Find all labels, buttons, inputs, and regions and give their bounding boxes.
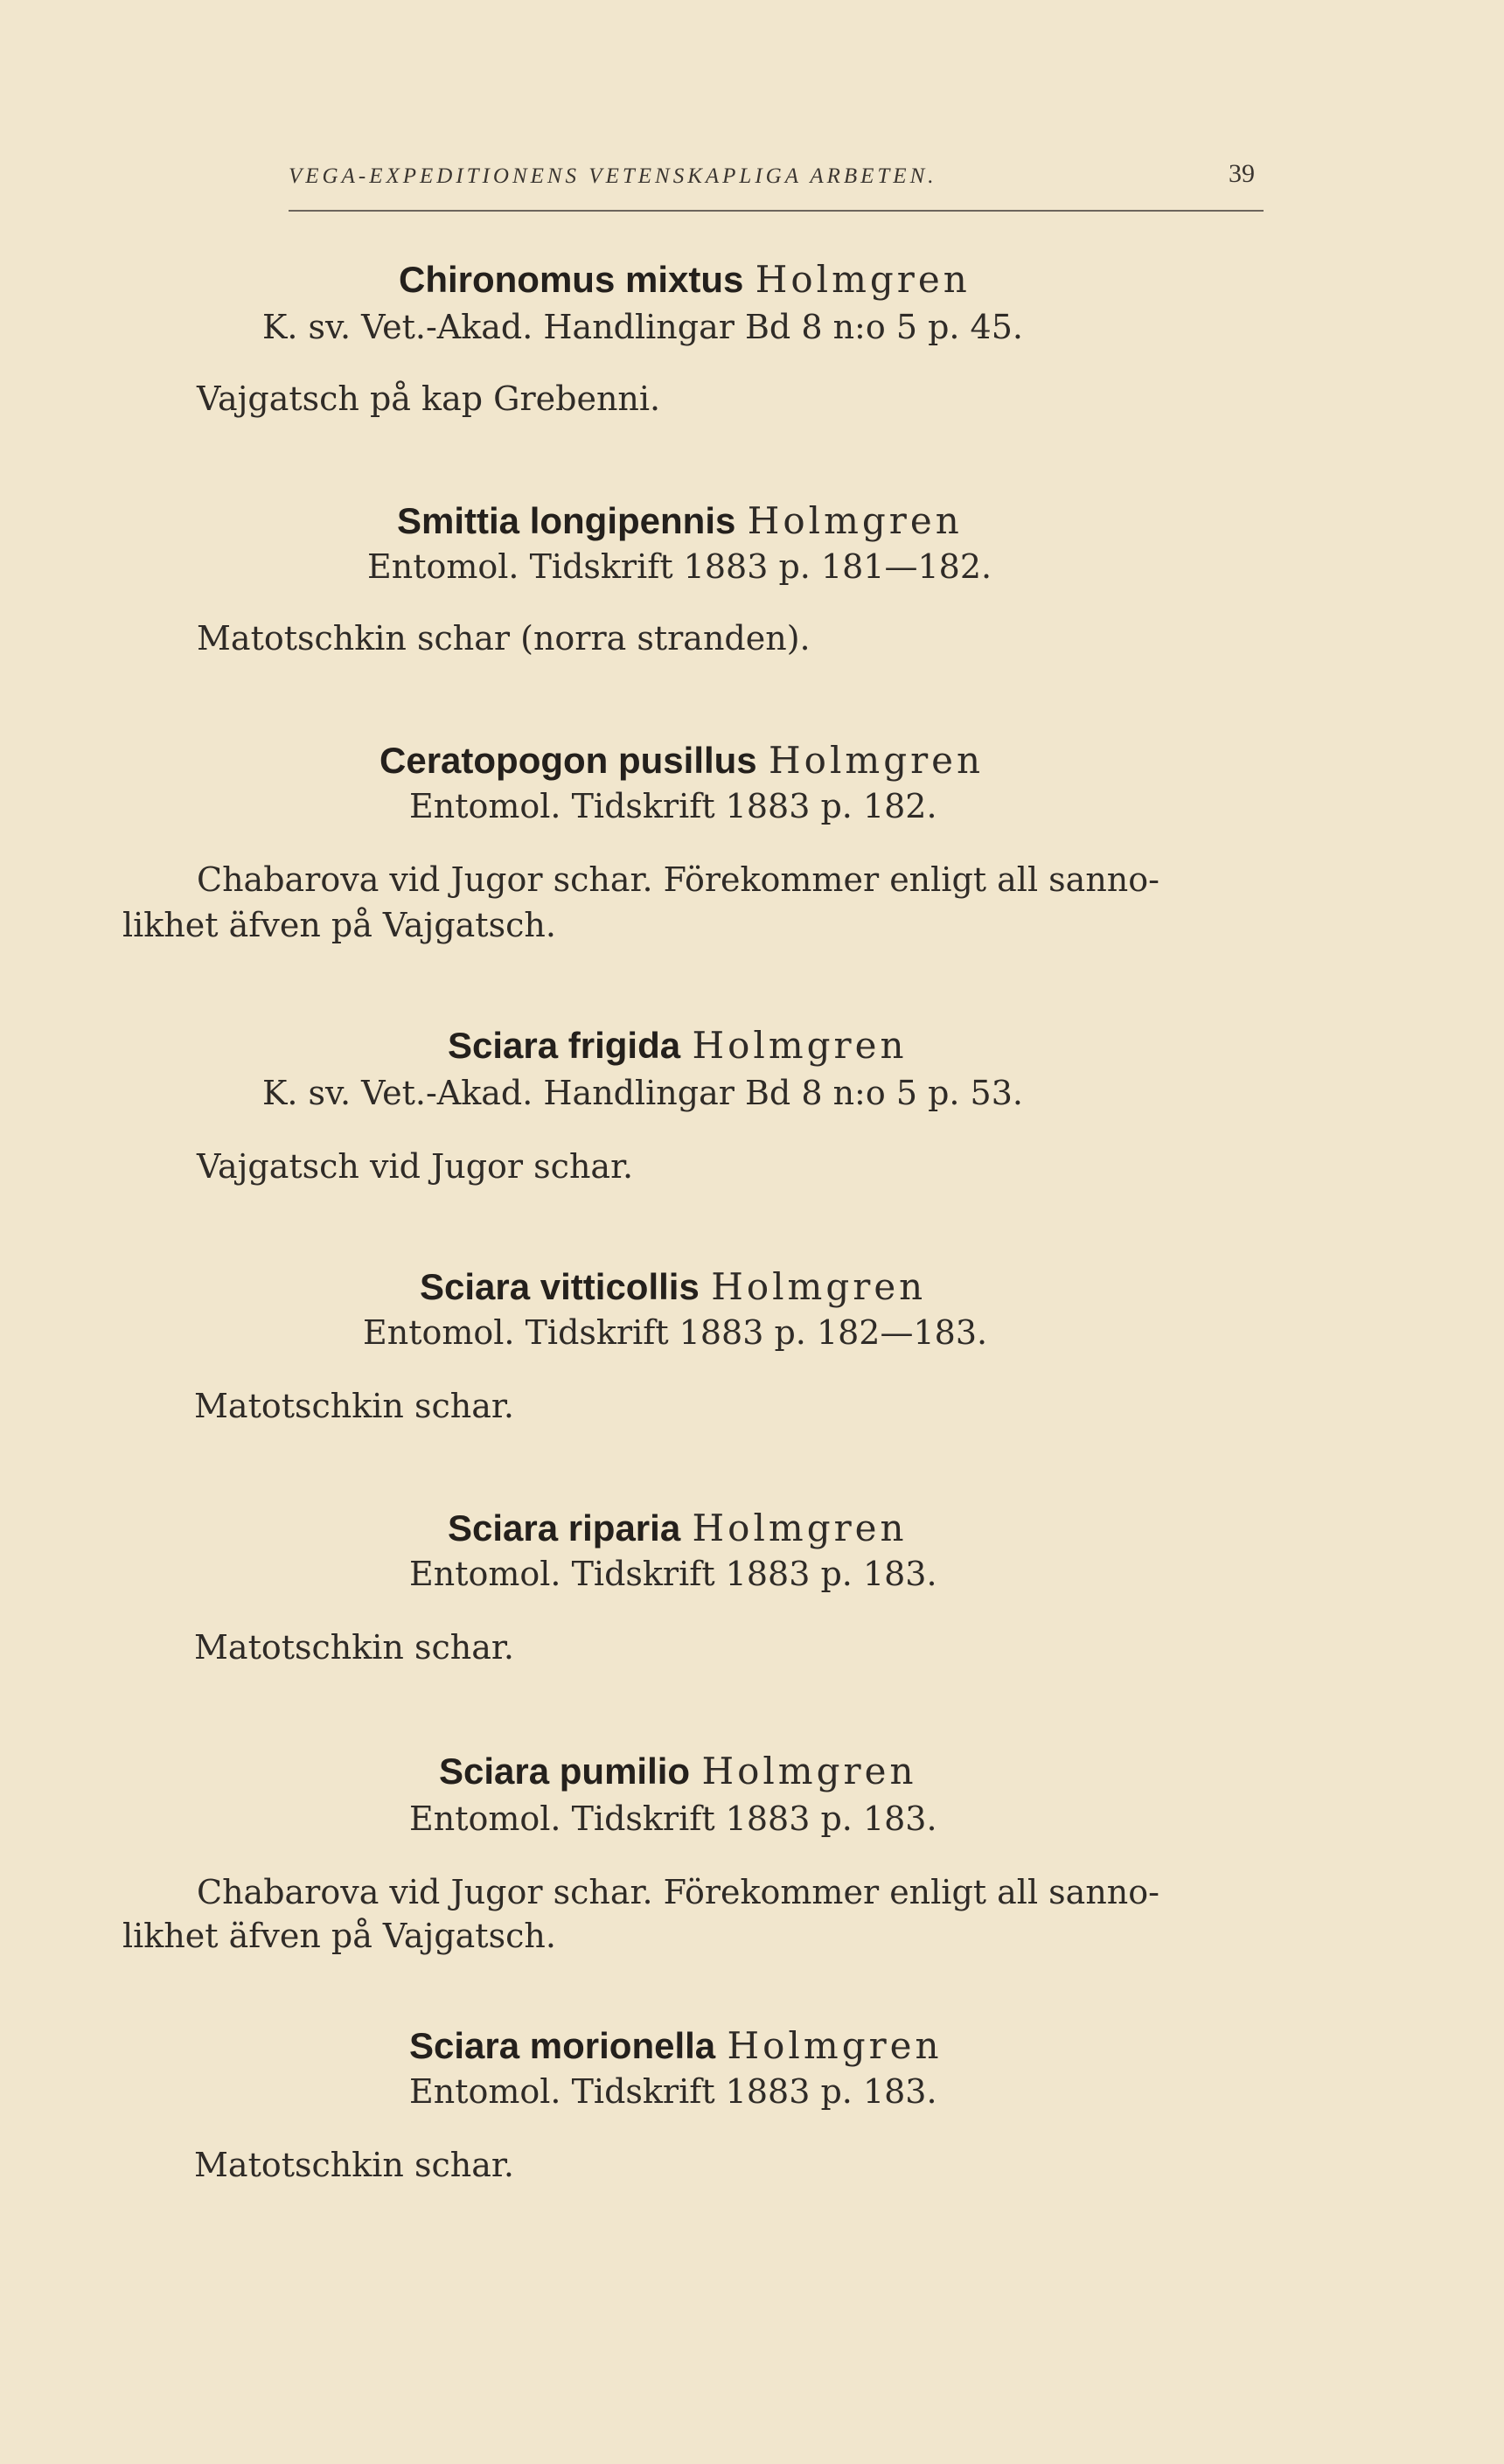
species-reference: Entomol. Tidskrift 1883 p. 183.	[409, 1555, 937, 1593]
species-author: Holmgren	[747, 499, 963, 542]
species-author: Holmgren	[692, 1507, 908, 1549]
species-name: Chironomus mixtus	[399, 259, 744, 300]
species-name: Smittia longipennis	[397, 500, 736, 541]
species-title	[448, 1025, 908, 1067]
species-author: Holmgren	[692, 1024, 908, 1067]
species-reference: Entomol. Tidskrift 1883 p. 182.	[409, 787, 937, 825]
species-author: Holmgren	[711, 1265, 927, 1308]
header-divider	[289, 210, 1264, 212]
species-name: Sciara frigida	[448, 1025, 681, 1066]
page-number: 39	[1229, 159, 1255, 188]
species-reference: K. sv. Vet.-Akad. Handlingar Bd 8 n:o 5 p. 45.	[262, 308, 1023, 346]
species-locality-continued: likhet äfven på Vajgatsch.	[122, 1917, 556, 1955]
running-header: VEGA-EXPEDITIONENS VETENSKAPLIGA ARBETEN.	[289, 164, 937, 188]
species-reference: Entomol. Tidskrift 1883 p. 183.	[409, 2072, 937, 2111]
species-locality: Matotschkin schar.	[194, 2146, 514, 2184]
species-locality: Matotschkin schar.	[194, 1628, 514, 1667]
species-title	[399, 259, 971, 301]
species-locality: Chabarova vid Jugor schar. Förekommer enligt all sanno-	[197, 1873, 1159, 1911]
species-name: Sciara morionella	[409, 2025, 716, 2066]
species-name: Sciara vitticollis	[420, 1266, 700, 1307]
species-locality: Chabarova vid Jugor schar. Förekommer enligt all sanno-	[197, 860, 1159, 899]
species-locality: Matotschkin schar (norra stranden).	[197, 619, 811, 658]
species-name: Sciara pumilio	[439, 1751, 691, 1792]
species-title	[439, 1751, 917, 1792]
species-locality: Matotschkin schar.	[194, 1387, 514, 1425]
species-name: Sciara riparia	[448, 1507, 681, 1549]
species-reference: K. sv. Vet.-Akad. Handlingar Bd 8 n:o 5 p. 53.	[262, 1074, 1023, 1112]
species-author: Holmgren	[755, 258, 971, 301]
species-reference: Entomol. Tidskrift 1883 p. 182—183.	[363, 1313, 988, 1352]
species-reference: Entomol. Tidskrift 1883 p. 181—182.	[367, 547, 992, 586]
species-title	[397, 500, 963, 542]
species-locality-continued: likhet äfven på Vajgatsch.	[122, 906, 556, 944]
species-title	[379, 740, 984, 782]
species-author: Holmgren	[701, 1750, 917, 1792]
species-author: Holmgren	[769, 739, 985, 782]
species-author: Holmgren	[727, 2024, 943, 2067]
species-name: Ceratopogon pusillus	[379, 740, 757, 781]
species-reference: Entomol. Tidskrift 1883 p. 183.	[409, 1799, 937, 1838]
species-title	[420, 1266, 926, 1308]
species-locality: Vajgatsch på kap Grebenni.	[197, 379, 661, 418]
species-title	[448, 1507, 908, 1549]
species-locality: Vajgatsch vid Jugor schar.	[197, 1147, 634, 1186]
species-title	[409, 2025, 943, 2067]
